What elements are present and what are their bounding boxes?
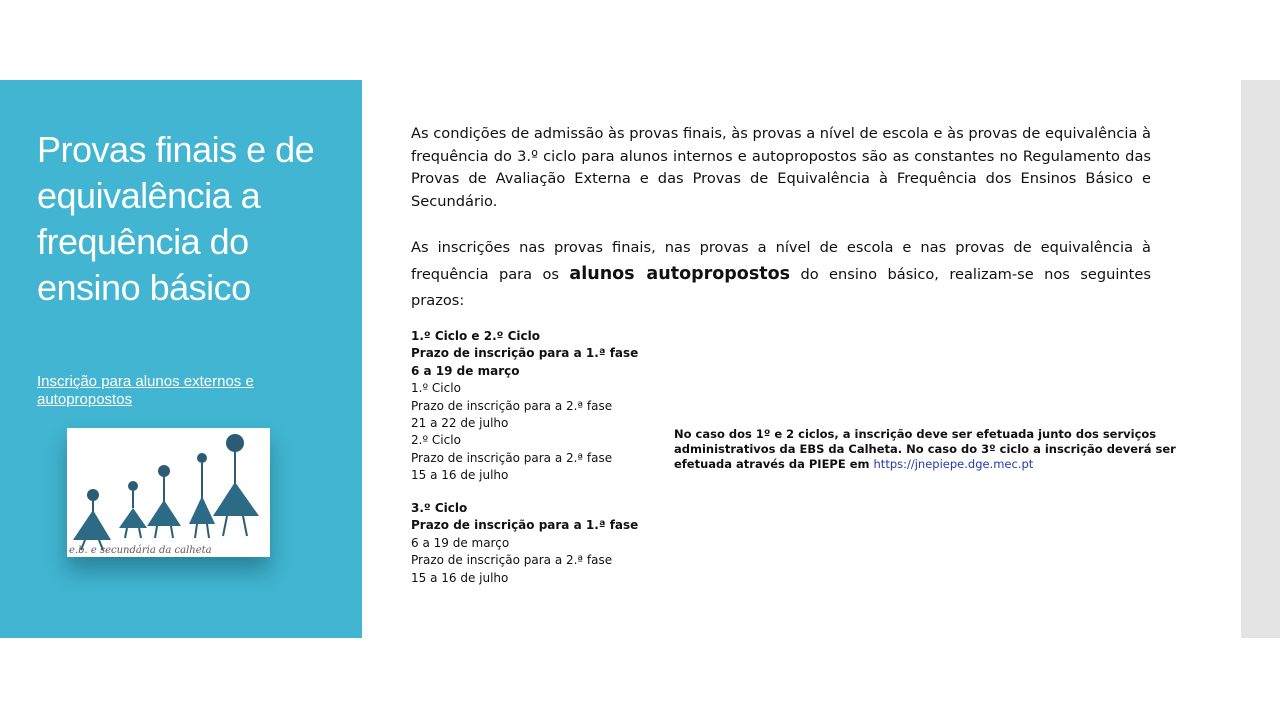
registration-text-bold: alunos autopropostos (569, 264, 791, 284)
note-text: No caso dos 1º e 2 ciclos, a inscrição deve ser efetuada junto dos serviços administrativos da EBS da Calheta. No caso do 3º ciclo a inscrição deverá ser efetuada através da PIEPE em (674, 427, 1176, 471)
registration-paragraph (411, 235, 1151, 314)
side-strip (1241, 80, 1280, 638)
schedule-line: 15 a 16 de julho (411, 468, 509, 483)
schedule-cycle-3 (411, 500, 651, 587)
slide-title: Provas finais e de equivalência a frequência do ensino básico (37, 129, 315, 308)
schedule-cycles-1-2 (411, 328, 651, 485)
schedule-line: 3.º Ciclo (411, 501, 468, 515)
logo-figures-image (67, 428, 270, 557)
admission-paragraph: As condições de admissão às provas finais, às provas a nível de escola e às provas de equivalência à frequência do 3.º ciclo para alunos internos e autopropostos são as constantes no Regulamento das Provas de Avaliação Externa e das Provas de Equivalência à Frequência dos Ensinos Básico e Secundário. (411, 125, 1151, 210)
schedule-line: 15 a 16 de julho (411, 570, 509, 585)
registration-text-end: do ensino básico, realizam-se nos seguintes prazos: (411, 266, 1151, 309)
logo-caption: e.b. e secundária da calheta (69, 545, 212, 556)
schedule-line: 6 a 19 de março (411, 363, 520, 378)
registration-link[interactable]: Inscrição para alunos externos e autopropostos (37, 373, 254, 408)
piepe-link[interactable]: https://jnepiepe.dge.mec.pt (873, 457, 1034, 471)
registration-text-start: As inscrições nas provas finais, nas provas a nível de escola e nas provas de equivalência à frequência para os (411, 239, 1151, 283)
schedule-line: 1.º Ciclo e 2.º Ciclo (411, 329, 540, 343)
schedule-line: 21 a 22 de julho (411, 416, 509, 431)
school-logo (67, 428, 270, 557)
schedule-line: 6 a 19 de março (411, 535, 510, 550)
registration-note (674, 427, 1219, 472)
schedule-line: Prazo de inscrição para a 1.ª fase (411, 518, 639, 533)
schedule-line: 1.º Ciclo (411, 381, 461, 396)
schedule-line: Prazo de inscrição para a 1.ª fase (411, 346, 639, 361)
schedule-line: Prazo de inscrição para a 2.ª fase (411, 398, 613, 413)
schedule-line: Prazo de inscrição para a 2.ª fase (411, 553, 613, 568)
schedule-line: Prazo de inscrição para a 2.ª fase (411, 450, 613, 465)
schedule-line: 2.º Ciclo (411, 433, 461, 448)
